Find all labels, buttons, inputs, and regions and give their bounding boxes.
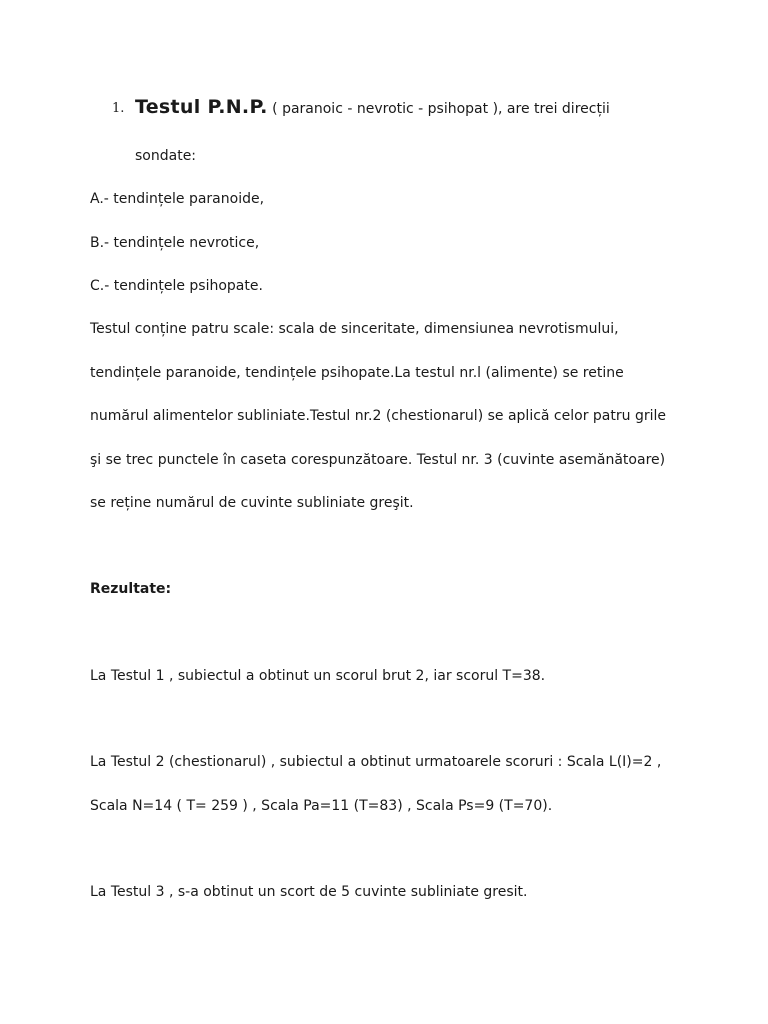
test-title: Testul P.N.P. (135, 96, 268, 118)
direction-a: A.- tendințele paranoide, (90, 191, 265, 207)
results-heading: Rezultate: (90, 581, 172, 597)
paragraph-line: numărul alimentelor subliniate.Testul nr.2 (chestionarul) se aplică celor patru grile (90, 408, 666, 424)
paragraph-line: tendințele paranoide, tendințele psihopate.La testul nr.l (alimente) se retine (90, 365, 624, 381)
result-test-1: La Testul 1 , subiectul a obtinut un scorul brut 2, iar scorul T=38. (90, 668, 546, 684)
direction-c: C.- tendințele psihopate. (90, 278, 263, 294)
result-test-3: La Testul 3 , s-a obtinut un scort de 5 cuvinte subliniate gresit. (90, 884, 528, 900)
heading-continuation: sondate: (135, 148, 197, 164)
paragraph-line: Testul conține patru scale: scala de sinceritate, dimensiunea nevrotismului, (90, 321, 619, 337)
list-number: 1. (112, 101, 125, 116)
result-test-2-line-1: La Testul 2 (chestionarul) , subiectul a obtinut urmatoarele scoruri : Scala L(I)=2 , (90, 754, 662, 770)
paragraph-line: se reține numărul de cuvinte subliniate greşit. (90, 495, 414, 511)
paragraph-line: şi se trec punctele în caseta corespunzătoare. Testul nr. 3 (cuvinte asemănătoare) (90, 452, 666, 468)
test-description: ( paranoic - nevrotic - psihopat ), are trei direcții (267, 101, 610, 117)
result-test-2-line-2: Scala N=14 ( T= 259 ) , Scala Pa=11 (T=83) , Scala Ps=9 (T=70). (90, 798, 553, 814)
direction-b: B.- tendințele nevrotice, (90, 235, 260, 251)
section-heading (135, 96, 610, 118)
